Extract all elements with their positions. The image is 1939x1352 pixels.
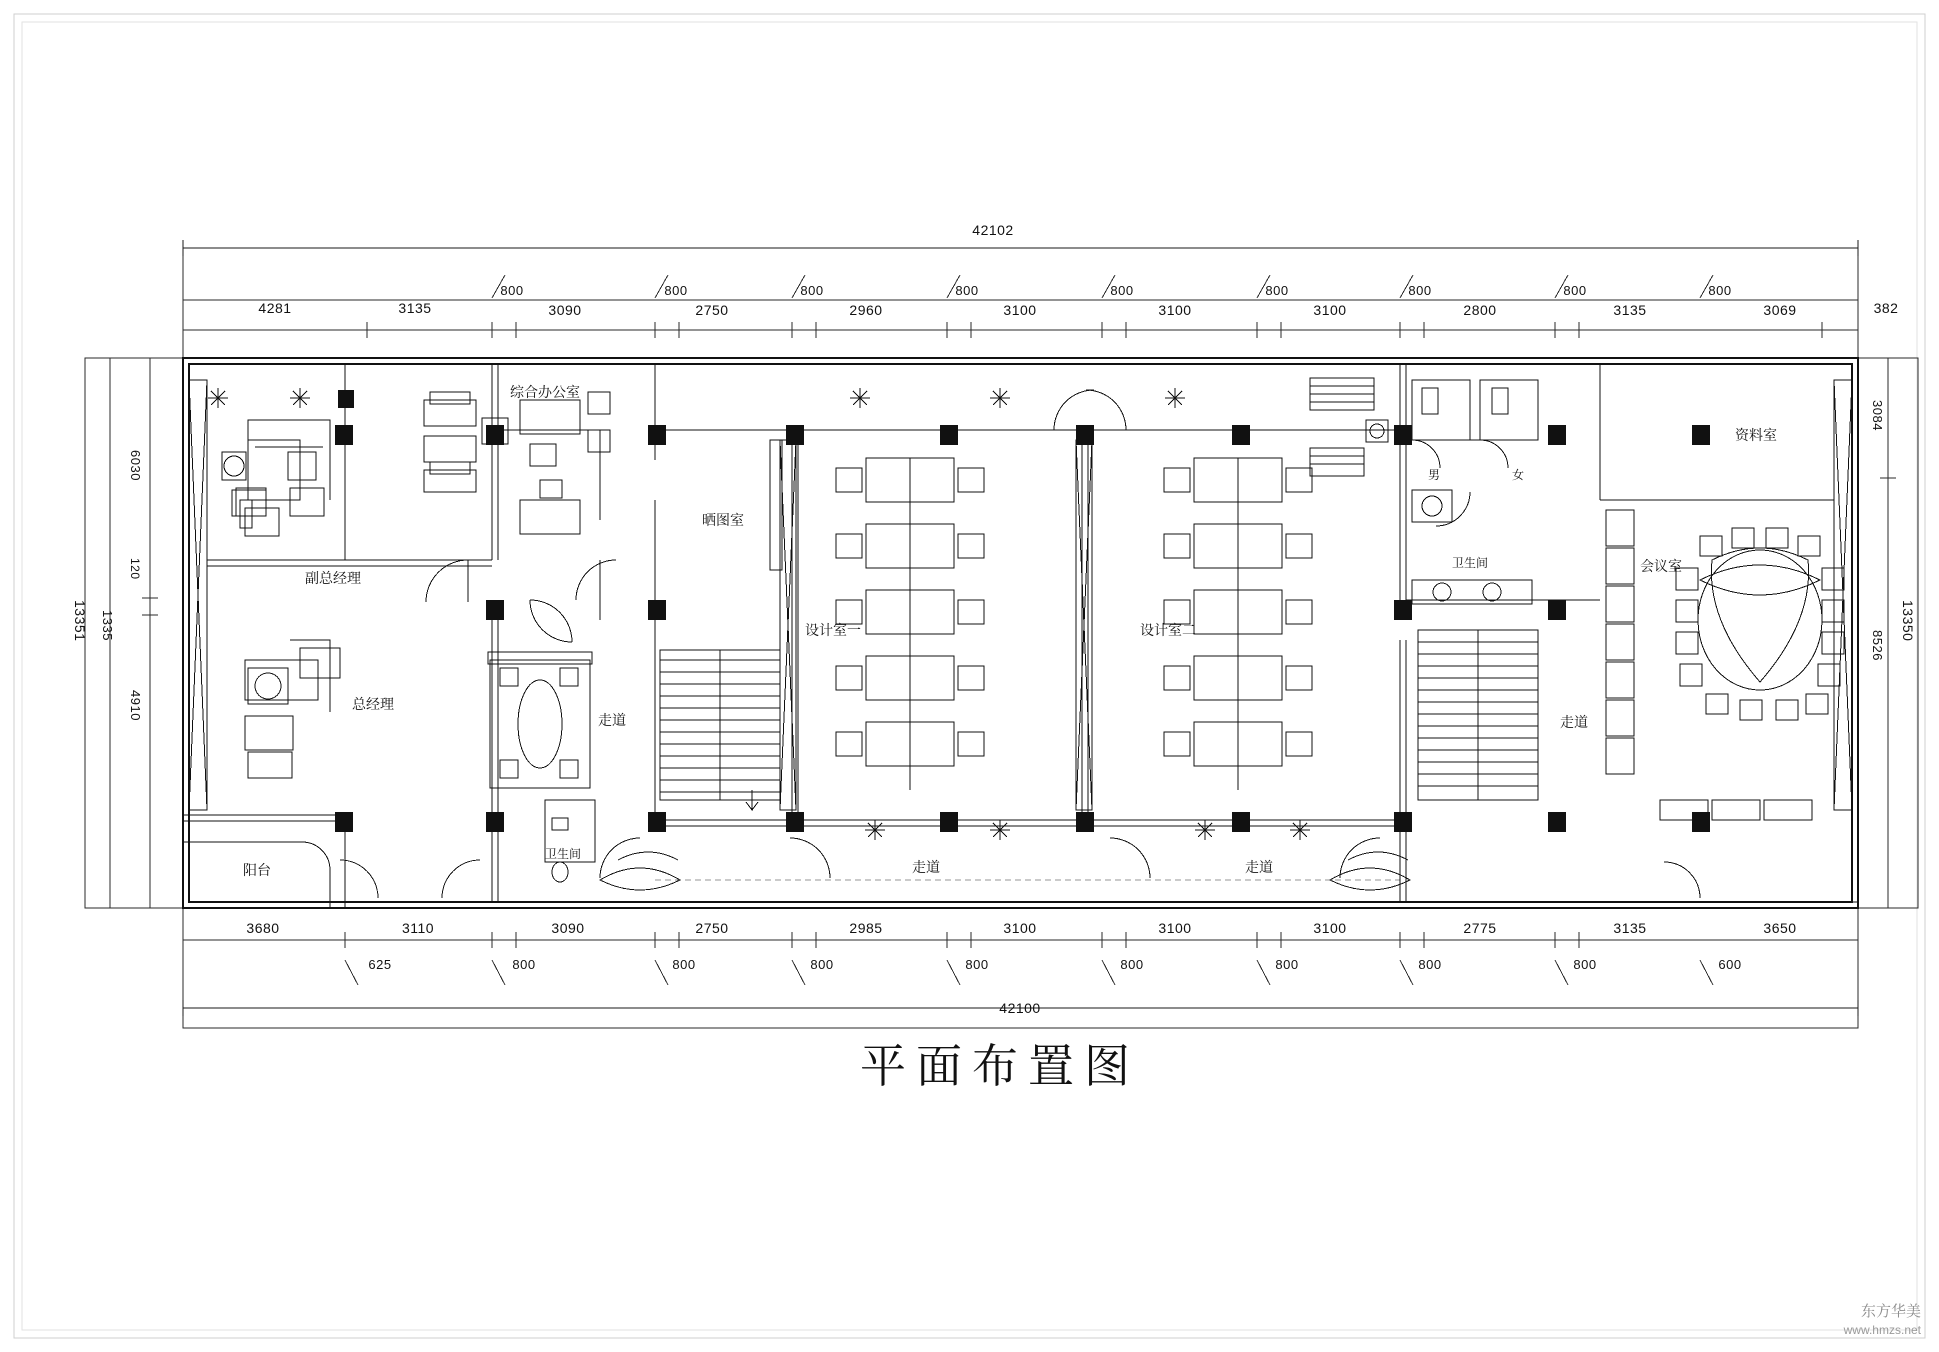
watermark-brand: 东方华美 — [1860, 1302, 1921, 1320]
dim-left-total: 13351 — [72, 600, 88, 642]
dim-left-120: 120 — [128, 558, 142, 580]
dim-bottom-7: 3100 — [1158, 920, 1192, 936]
dim-bottom-opening-5: 800 — [965, 957, 989, 972]
watermark — [1844, 1302, 1921, 1338]
dim-top-8: 3100 — [1313, 302, 1347, 318]
room-label-design-1: 设计室一 — [805, 622, 861, 638]
dim-bottom-6: 3100 — [1003, 920, 1037, 936]
room-label-corridor-right: 走道 — [1560, 714, 1588, 730]
dim-top-4: 2750 — [695, 302, 729, 318]
dim-bottom-opening-4: 800 — [810, 957, 834, 972]
room-label-meeting: 会议室 — [1640, 558, 1682, 574]
room-label-wc-small: 卫生间 — [545, 847, 582, 861]
dim-top-opening-2: 800 — [664, 283, 688, 298]
room-label-corridor-b2: 走道 — [1245, 859, 1273, 875]
dim-top-opening-4: 800 — [955, 283, 979, 298]
room-label-female: 女 — [1512, 468, 1525, 482]
dim-top-opening-7: 800 — [1408, 283, 1432, 298]
dim-top-total: 42102 — [972, 222, 1014, 238]
room-label-office-general: 综合办公室 — [510, 384, 580, 400]
dim-top-6: 3100 — [1003, 302, 1037, 318]
dim-top-opening-8: 800 — [1563, 283, 1587, 298]
room-label-male: 男 — [1428, 468, 1441, 482]
dim-bottom-8: 3100 — [1313, 920, 1347, 936]
room-label-corridor-b1: 走道 — [912, 859, 940, 875]
dim-top-12: 382 — [1873, 300, 1899, 316]
dim-bottom-total: 42100 — [999, 1000, 1041, 1016]
dim-top-1: 4281 — [258, 300, 292, 316]
dim-bottom-opening-10: 600 — [1718, 957, 1742, 972]
dim-top-3: 3090 — [548, 302, 582, 318]
dim-right-3084: 3084 — [1870, 400, 1885, 431]
dim-right-8526: 8526 — [1870, 630, 1885, 661]
dim-bottom-4: 2750 — [695, 920, 729, 936]
dim-left-6030: 6030 — [128, 450, 143, 481]
dim-bottom-10: 3135 — [1613, 920, 1647, 936]
dim-bottom-11: 3650 — [1763, 920, 1797, 936]
dim-top-opening-3: 800 — [800, 283, 824, 298]
room-label-corridor-left: 走道 — [598, 712, 626, 728]
dim-bottom-5: 2985 — [849, 920, 883, 936]
room-label-archive: 资料室 — [1735, 427, 1777, 443]
room-label-gm: 总经理 — [352, 696, 394, 712]
dim-bottom-opening-1: 625 — [368, 957, 392, 972]
dim-top-2: 3135 — [398, 300, 432, 316]
room-label-design-2: 设计室二 — [1140, 622, 1196, 638]
dim-top-9: 2800 — [1463, 302, 1497, 318]
dim-bottom-2: 3110 — [401, 920, 435, 936]
dim-right-total: 13350 — [1900, 600, 1916, 642]
drawing-title: 平面布置图 — [860, 1039, 1140, 1093]
room-label-vice-gm: 副总经理 — [305, 570, 361, 586]
dim-bottom-opening-3: 800 — [672, 957, 696, 972]
room-label-wc-main: 卫生间 — [1452, 556, 1489, 570]
room-label-balcony: 阳台 — [243, 862, 271, 878]
dim-top-opening-9: 800 — [1708, 283, 1732, 298]
dim-bottom-opening-9: 800 — [1573, 957, 1597, 972]
dim-top-7: 3100 — [1158, 302, 1192, 318]
dim-top-opening-5: 800 — [1110, 283, 1134, 298]
dim-left-4910: 4910 — [128, 690, 143, 721]
dim-bottom-opening-6: 800 — [1120, 957, 1144, 972]
dim-bottom-opening-8: 800 — [1418, 957, 1442, 972]
dim-top-10: 3135 — [1613, 302, 1647, 318]
dim-top-5: 2960 — [849, 302, 883, 318]
dim-bottom-opening-2: 800 — [512, 957, 536, 972]
dim-top-opening-6: 800 — [1265, 283, 1289, 298]
dim-bottom-opening-7: 800 — [1275, 957, 1299, 972]
watermark-url: www.hmzs.net — [1843, 1322, 1921, 1337]
dim-bottom-9: 2775 — [1463, 920, 1497, 936]
dim-top-opening-1: 800 — [500, 283, 524, 298]
dim-top-11: 3069 — [1763, 302, 1797, 318]
dim-bottom-3: 3090 — [551, 920, 585, 936]
room-label-print-room: 晒图室 — [702, 512, 744, 528]
dim-left-1335: 1335 — [100, 610, 115, 641]
dim-bottom-1: 3680 — [246, 920, 280, 936]
